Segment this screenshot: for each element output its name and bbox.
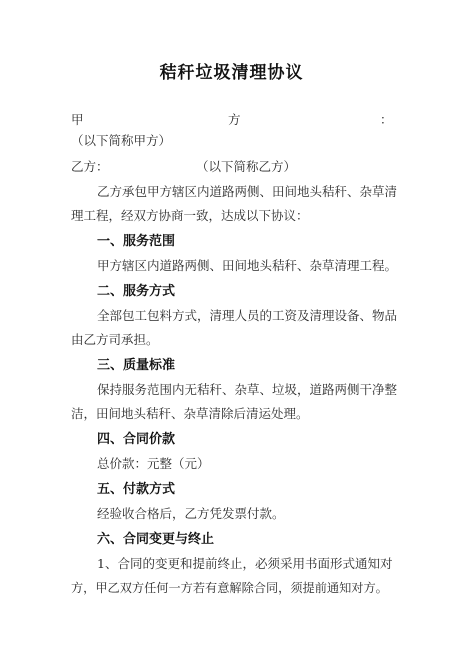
document-title: 秸秆垃圾清理协议 <box>159 63 304 83</box>
section-heading-quality-standard: 三、质量标准 <box>97 358 176 373</box>
section-text-payment-method: 经验收合格后，乙方凭发票付款。 <box>97 506 285 521</box>
section-heading-contract-change: 六、合同变更与终止 <box>97 532 215 547</box>
section-text-contract-price: 总价款：元整（元） <box>97 456 210 471</box>
section-heading-service-method: 二、服务方式 <box>97 284 176 299</box>
section-text-quality-standard-2: 洁，田间地头秸秆、杂草清除后清运处理。 <box>71 406 309 421</box>
party-a-note: （以下简称甲方） <box>71 133 172 148</box>
section-text-service-method-1: 全部包工包料方式，清理人员的工资及清理设备、物品 <box>97 308 398 323</box>
party-a-colon: ： <box>380 112 393 127</box>
party-a-label-start: 甲 <box>71 112 84 127</box>
section-text-contract-change-1: 1、合同的变更和提前终止，必须采用书面形式通知对 <box>97 556 393 571</box>
party-a-label-end: 方 <box>228 112 241 127</box>
section-heading-payment-method: 五、付款方式 <box>97 482 176 497</box>
party-b-label: 乙方： <box>71 159 109 174</box>
intro-line-2: 理工程，经双方协商一致，达成以下协议： <box>71 208 309 223</box>
section-text-service-method-2: 由乙方司承担。 <box>71 332 159 347</box>
party-b-note: （以下简称乙方） <box>196 159 297 174</box>
section-heading-service-scope: 一、服务范围 <box>97 234 176 249</box>
section-text-service-scope: 甲方辖区内道路两侧、田间地头秸秆、杂草清理工程。 <box>97 258 398 273</box>
section-heading-contract-price: 四、合同价款 <box>97 432 176 447</box>
intro-line-1: 乙方承包甲方辖区内道路两侧、田间地头秸秆、杂草清 <box>97 184 398 199</box>
section-text-quality-standard-1: 保持服务范围内无秸秆、杂草、垃圾，道路两侧干净整 <box>97 382 398 397</box>
section-text-contract-change-2: 方，甲乙双方任何一方若有意解除合同，须提前通知对方。 <box>71 581 388 595</box>
